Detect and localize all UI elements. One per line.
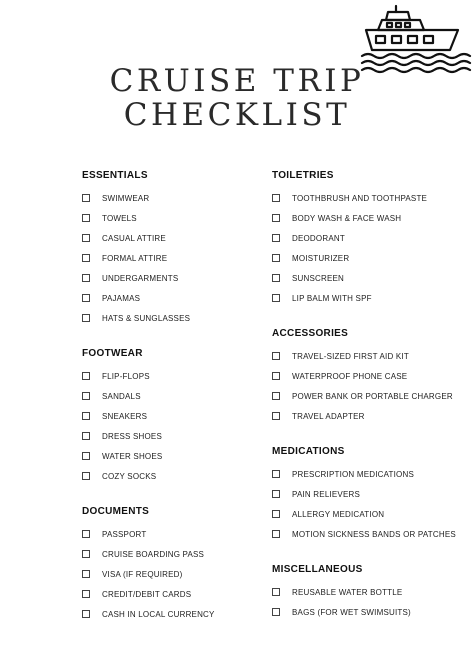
checkbox[interactable]	[82, 294, 90, 302]
checkbox[interactable]	[82, 234, 90, 242]
section-heading: MEDICATIONS	[272, 446, 345, 457]
checkbox[interactable]	[82, 392, 90, 400]
checkbox[interactable]	[272, 490, 280, 498]
checklist-item[interactable]	[272, 208, 472, 228]
checkbox[interactable]	[272, 470, 280, 478]
item-label: ALLERGY MEDICATION	[292, 509, 385, 519]
section-essentials	[82, 168, 262, 328]
item-label: DRESS SHOES	[102, 431, 162, 441]
checklist-item[interactable]	[272, 288, 472, 308]
checkbox[interactable]	[272, 254, 280, 262]
section-documents	[82, 504, 262, 624]
checklist-item[interactable]	[82, 308, 262, 328]
checkbox[interactable]	[272, 234, 280, 242]
item-label: COZY SOCKS	[102, 471, 157, 481]
checkbox[interactable]	[272, 588, 280, 596]
item-label: PAJAMAS	[102, 293, 141, 303]
item-label: TRAVEL-SIZED FIRST AID KIT	[292, 351, 409, 361]
checklist-item[interactable]	[82, 604, 262, 624]
checklist-item[interactable]	[272, 484, 472, 504]
item-label: UNDERGARMENTS	[102, 273, 179, 283]
section-medications	[272, 444, 472, 544]
checkbox[interactable]	[272, 372, 280, 380]
item-label: PASSPORT	[102, 529, 147, 539]
checklist-item[interactable]	[82, 564, 262, 584]
checklist-item[interactable]	[82, 584, 262, 604]
item-label: PAIN RELIEVERS	[292, 489, 361, 499]
item-label: FORMAL ATTIRE	[102, 253, 168, 263]
checkbox[interactable]	[82, 254, 90, 262]
item-label: SANDALS	[102, 391, 141, 401]
checklist-item[interactable]	[82, 288, 262, 308]
item-label: CRUISE BOARDING PASS	[102, 549, 205, 559]
checklist-item[interactable]	[82, 248, 262, 268]
item-label: VISA (IF REQUIRED)	[102, 569, 183, 579]
checklist-item[interactable]	[272, 248, 472, 268]
item-label: CASUAL ATTIRE	[102, 233, 166, 243]
checkbox[interactable]	[272, 194, 280, 202]
checkbox[interactable]	[272, 352, 280, 360]
checkbox[interactable]	[82, 432, 90, 440]
section-heading: TOILETRIES	[272, 170, 334, 181]
page-title-line2: CHECKLIST	[123, 97, 351, 133]
section-heading: DOCUMENTS	[82, 506, 150, 517]
checklist-item[interactable]	[82, 228, 262, 248]
checklist-item[interactable]	[82, 386, 262, 406]
checklist-item[interactable]	[272, 582, 472, 602]
checkbox[interactable]	[82, 590, 90, 598]
checkbox[interactable]	[82, 472, 90, 480]
checkbox[interactable]	[272, 214, 280, 222]
checklist-item[interactable]	[272, 268, 472, 288]
section-heading: ESSENTIALS	[82, 170, 148, 181]
checkbox[interactable]	[82, 550, 90, 558]
checklist-item[interactable]	[82, 544, 262, 564]
page-title-line1: CRUISE TRIP	[109, 63, 365, 99]
section-toiletries	[272, 168, 472, 308]
section-heading: FOOTWEAR	[82, 348, 143, 359]
item-label: DEODORANT	[292, 233, 345, 243]
section-footwear	[82, 346, 262, 486]
item-label: WATER SHOES	[102, 451, 163, 461]
left-column	[82, 168, 262, 624]
checkbox[interactable]	[272, 530, 280, 538]
checkbox[interactable]	[82, 314, 90, 322]
checklist-item[interactable]	[272, 346, 472, 366]
checkbox[interactable]	[82, 194, 90, 202]
item-label: TOWELS	[102, 213, 137, 223]
checkbox[interactable]	[272, 412, 280, 420]
checkbox[interactable]	[82, 570, 90, 578]
checkbox[interactable]	[272, 608, 280, 616]
section-heading: ACCESSORIES	[272, 328, 349, 339]
item-label: CASH IN LOCAL CURRENCY	[102, 609, 215, 619]
item-label: TRAVEL ADAPTER	[292, 411, 365, 421]
section-miscellaneous	[272, 562, 472, 622]
checklist-item[interactable]	[82, 208, 262, 228]
item-label: SUNSCREEN	[292, 273, 345, 283]
item-label: FLIP-FLOPS	[102, 371, 150, 381]
checkbox[interactable]	[272, 294, 280, 302]
checklist-item[interactable]	[272, 504, 472, 524]
checklist-item[interactable]	[272, 386, 472, 406]
item-label: TOOTHBRUSH AND TOOTHPASTE	[292, 193, 428, 203]
checkbox[interactable]	[82, 452, 90, 460]
item-label: HATS & SUNGLASSES	[102, 313, 191, 323]
checkbox[interactable]	[82, 372, 90, 380]
checkbox[interactable]	[82, 412, 90, 420]
item-label: BODY WASH & FACE WASH	[292, 213, 402, 223]
checkbox[interactable]	[82, 214, 90, 222]
checkbox[interactable]	[82, 610, 90, 618]
item-label: SNEAKERS	[102, 411, 148, 421]
checklist-item[interactable]	[82, 188, 262, 208]
checklist-item[interactable]	[82, 524, 262, 544]
item-label: BAGS (FOR WET SWIMSUITS)	[292, 607, 411, 617]
item-label: SWIMWEAR	[102, 193, 150, 203]
checklist-item[interactable]	[82, 366, 262, 386]
checklist-item[interactable]	[272, 602, 472, 622]
checklist-item[interactable]	[272, 366, 472, 386]
checkbox[interactable]	[82, 274, 90, 282]
checkbox[interactable]	[272, 392, 280, 400]
item-label: MOTION SICKNESS BANDS OR PATCHES	[292, 529, 456, 539]
checkbox[interactable]	[272, 510, 280, 518]
checklist-item[interactable]	[82, 426, 262, 446]
item-label: POWER BANK OR PORTABLE CHARGER	[292, 391, 453, 401]
item-label: MOISTURIZER	[292, 253, 350, 263]
section-accessories	[272, 326, 472, 426]
item-label: LIP BALM WITH SPF	[292, 293, 372, 303]
checklist-item[interactable]	[272, 406, 472, 426]
section-heading: MISCELLANEOUS	[272, 564, 363, 575]
item-label: PRESCRIPTION MEDICATIONS	[292, 469, 414, 479]
checklist-item[interactable]	[272, 464, 472, 484]
item-label: WATERPROOF PHONE CASE	[292, 371, 408, 381]
checkbox[interactable]	[82, 530, 90, 538]
checklist-item[interactable]	[82, 406, 262, 426]
checklist-item[interactable]	[82, 268, 262, 288]
checklist-item[interactable]	[82, 446, 262, 466]
item-label: CREDIT/DEBIT CARDS	[102, 589, 192, 599]
item-label: REUSABLE WATER BOTTLE	[292, 587, 403, 597]
right-column	[272, 168, 472, 622]
checklist-item[interactable]	[272, 524, 472, 544]
checklist-item[interactable]	[82, 466, 262, 486]
checklist-item[interactable]	[272, 188, 472, 208]
checkbox[interactable]	[272, 274, 280, 282]
checklist-item[interactable]	[272, 228, 472, 248]
